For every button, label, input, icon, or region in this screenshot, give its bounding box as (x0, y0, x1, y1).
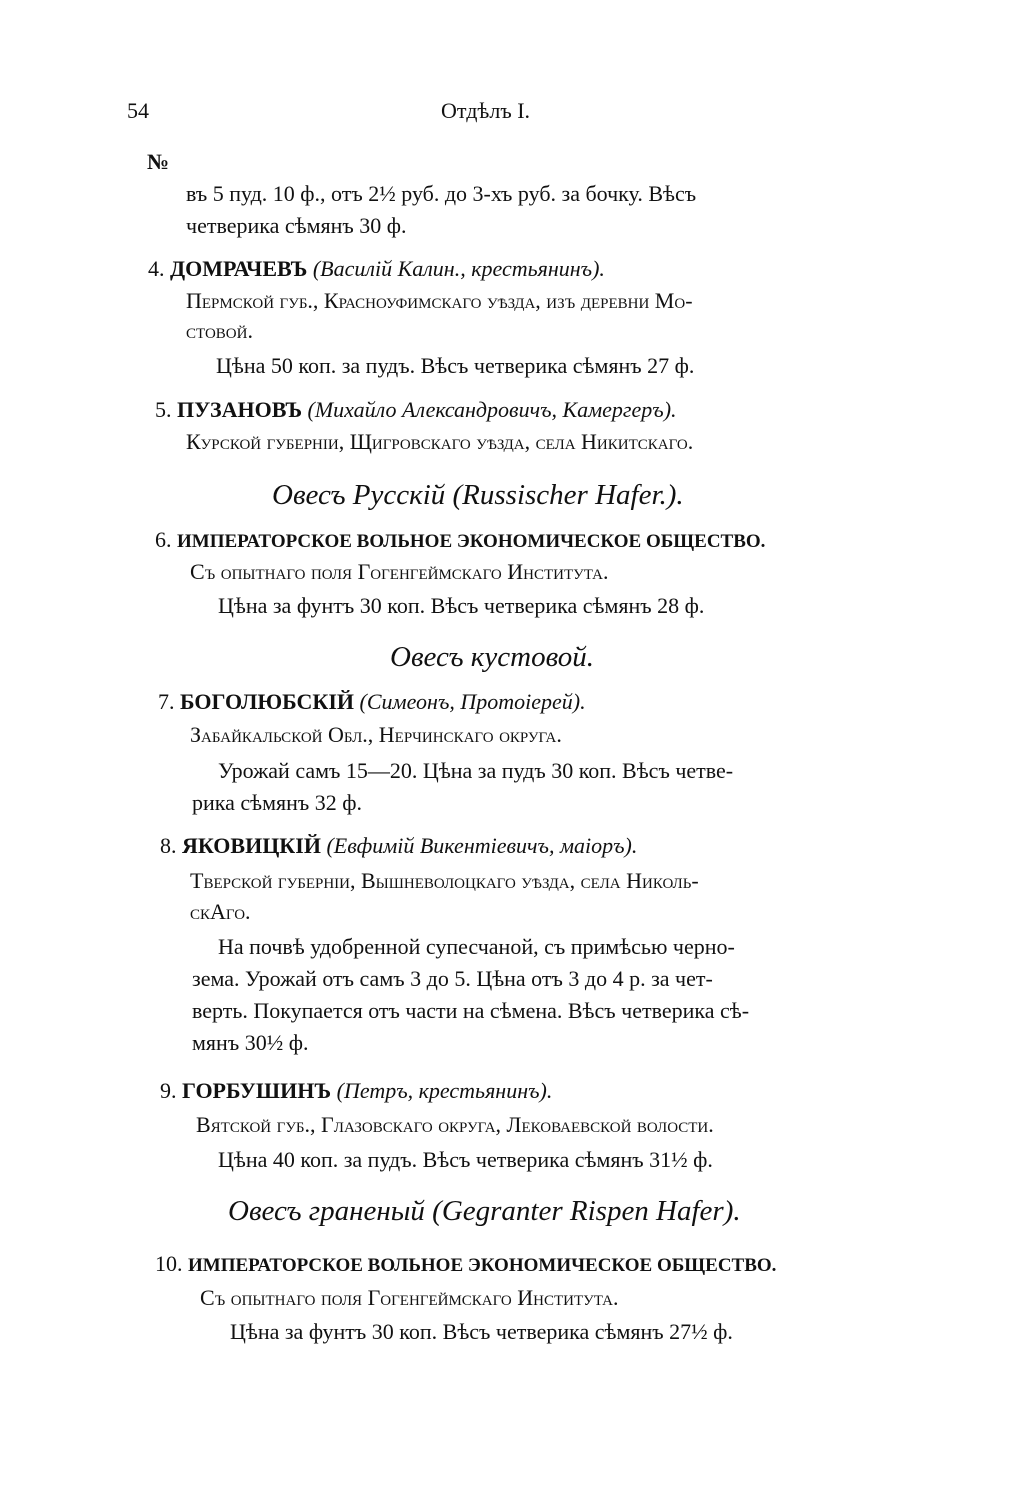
entry-location: скАго. (190, 899, 251, 924)
running-title: Отдѣлъ I. (441, 98, 531, 123)
entry-location: стовой. (186, 318, 253, 343)
entry-10-title (155, 1250, 776, 1280)
entry-qualifier: (Симеонъ, Протоіерей). (359, 689, 586, 714)
entry-location: Пермской губ., Красноуфимскаго уѣзда, изъ деревни Мо- (186, 288, 693, 313)
entry-location: Съ опытнаго поля Гогенгеймскаго Института. (190, 559, 609, 584)
entry-9-title (160, 1077, 552, 1105)
page-number: 54 (127, 98, 149, 123)
entry-location: Курской губерніи, Щигровскаго уѣзда, села Никитскаго. (186, 429, 694, 454)
section-heading: Овесъ граненый (Gegranter Rispen Hafer). (228, 1195, 741, 1227)
entry-8-title (160, 832, 637, 860)
entry-info: зема. Урожай отъ самъ 3 до 5. Цѣна отъ 3 до 4 р. за чет- (192, 966, 713, 991)
entry-name: ИМПЕРАТОРСКОЕ ВОЛЬНОЕ ЭКОНОМИЧЕСКОЕ ОБЩЕСТВО. (177, 531, 766, 552)
entry-number: 9. (160, 1078, 177, 1103)
entry-name: ИМПЕРАТОРСКОЕ ВОЛЬНОЕ ЭКОНОМИЧЕСКОЕ ОБЩЕСТВО. (188, 1255, 777, 1276)
entry-number: 7. (158, 689, 175, 714)
entry-price: Цѣна за фунтъ 30 коп. Вѣсъ четверика сѣмянъ 27½ ф. (230, 1319, 733, 1344)
entry-qualifier: (Василій Калин., крестьянинъ). (312, 256, 605, 281)
continuation-line: въ 5 пуд. 10 ф., отъ 2½ руб. до 3-хъ руб. за бочку. Вѣсъ (186, 181, 697, 206)
entry-name: ДОМРАЧЕВЪ (170, 256, 308, 281)
section-heading: Овесъ кустовой. (390, 641, 595, 673)
entry-price: Цѣна за фунтъ 30 коп. Вѣсъ четверика сѣмянъ 28 ф. (218, 593, 705, 618)
entry-5-title (155, 396, 677, 424)
entry-location: Тверской губерніи, Вышневолоцкаго уѣзда, села Николь- (190, 868, 699, 893)
entry-qualifier: (Петръ, крестьянинъ). (336, 1078, 553, 1103)
entry-name: ПУЗАНОВЪ (177, 397, 303, 422)
entry-name: ЯКОВИЦКІЙ (182, 833, 321, 858)
entry-name: ГОРБУШИНЪ (182, 1078, 332, 1103)
entry-info: верть. Покупается отъ части на сѣмена. Вѣсъ четверика сѣ- (192, 998, 750, 1023)
entry-6-title (155, 526, 765, 556)
entry-number: 4. (148, 256, 165, 281)
entry-qualifier: (Михайло Александровичъ, Камергеръ). (307, 397, 677, 422)
entry-4-title (148, 255, 605, 283)
entry-price: Цѣна 50 коп. за пудъ. Вѣсъ четверика сѣмянъ 27 ф. (216, 353, 695, 378)
entry-number: 10. (155, 1251, 183, 1276)
entry-info: мянъ 30½ ф. (192, 1030, 309, 1055)
continuation-line: четверика сѣмянъ 30 ф. (186, 213, 407, 238)
entry-price: Цѣна 40 коп. за пудъ. Вѣсъ четверика сѣмянъ 31½ ф. (218, 1147, 713, 1172)
entry-qualifier: (Евфимій Викентіевичъ, маіоръ). (326, 833, 638, 858)
entry-info: рика сѣмянъ 32 ф. (192, 790, 363, 815)
section-heading: Овесъ Русскій (Russischer Hafer.). (272, 479, 684, 511)
entry-info: Урожай самъ 15—20. Цѣна за пудъ 30 коп. Вѣсъ четве- (218, 758, 734, 783)
entry-location: Съ опытнаго поля Гогенгеймскаго Института. (200, 1285, 619, 1310)
entry-location: Забайкальской Обл., Нерчинскаго округа. (190, 722, 562, 747)
entry-location: Вятской губ., Глазовскаго округа, Лековаевской волости. (196, 1112, 714, 1137)
entry-number: 8. (160, 833, 177, 858)
entry-7-title (158, 688, 586, 716)
entry-name: БОГОЛЮБСКІЙ (180, 689, 355, 714)
entry-number: 5. (155, 397, 172, 422)
entry-info: На почвѣ удобренной супесчаной, съ примѣсью черно- (218, 934, 735, 959)
entry-number: 6. (155, 527, 172, 552)
number-sign: № (147, 149, 170, 174)
